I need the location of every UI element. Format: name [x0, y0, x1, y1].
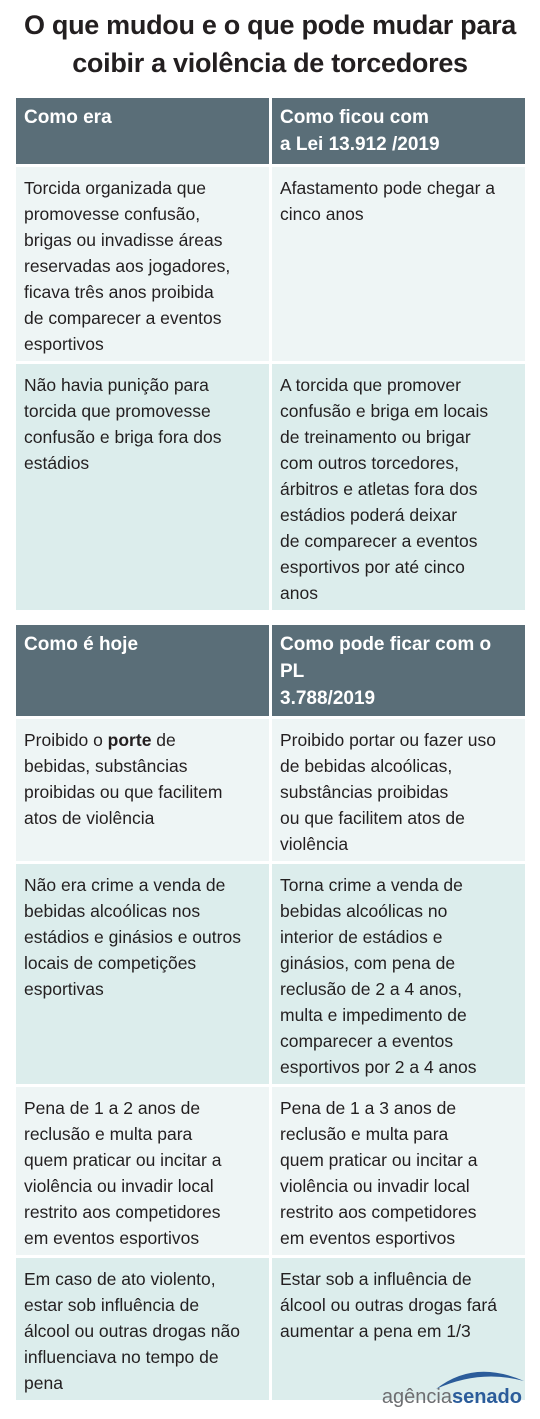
- logo-wordmark: [382, 1387, 522, 1407]
- cell-text: A torcida que promover confusão e briga em locais de treinamento ou brigar com outros torcedores, árbitros e atletas fora dos estádios poderá deixar de comparecer a eventos esportivos por até cinco anos: [280, 375, 489, 603]
- header-label: Como era: [24, 107, 112, 128]
- table-row: [16, 164, 525, 361]
- comparison-table-bill: [16, 625, 525, 1400]
- table-row: [16, 1084, 525, 1255]
- header-como-pode-ficar: [269, 625, 525, 716]
- logo-word-agencia: agência: [381, 1386, 452, 1408]
- cell-text: Em caso de ato violento, estar sob influência de álcool ou outras drogas não influenciava no tempo de pena: [24, 1269, 240, 1393]
- table-cell: [269, 164, 525, 361]
- table-row: [16, 861, 525, 1084]
- cell-text: Não havia punição para torcida que promovesse confusão e briga fora dos estádios: [24, 375, 222, 473]
- cell-text-part: de bebidas, substâncias proibidas ou que facilitem atos de violência: [24, 730, 223, 828]
- table-cell: [269, 861, 525, 1084]
- header-como-ficou: [269, 98, 525, 164]
- title-line-2: coibir a violência de torcedores: [72, 48, 468, 78]
- table-header-row: [16, 625, 525, 716]
- table-cell: [16, 861, 269, 1084]
- header-label: Como é hoje: [24, 634, 139, 655]
- cell-text: Pena de 1 a 2 anos de reclusão e multa para quem praticar ou incitar a violência ou invadir local restrito aos competidores em eventos esportivos: [24, 1098, 222, 1248]
- header-como-e-hoje: [16, 625, 269, 716]
- header-label: Como pode ficar com o PL 3.788/2019: [280, 634, 492, 709]
- table-cell: [16, 1084, 269, 1255]
- table-row: [16, 361, 525, 610]
- cell-text: Torcida organizada que promovesse confusão, brigas ou invadisse áreas reservadas aos jogadores, ficava três anos proibida de comparecer a eventos esportivos: [24, 178, 231, 354]
- cell-text-part: Proibido o: [24, 730, 108, 750]
- cell-text: Estar sob a influência de álcool ou outras drogas fará aumentar a pena em 1/3: [280, 1269, 497, 1341]
- table-cell: [16, 716, 269, 861]
- cell-text-bold: porte: [107, 730, 152, 750]
- header-como-era: [16, 98, 269, 164]
- agencia-senado-logo: [381, 1365, 526, 1413]
- cell-text: Proibido portar ou fazer uso de bebidas alcoólicas, substâncias proibidas ou que facilitem atos de violência: [280, 730, 496, 854]
- cell-text: Torna crime a venda de bebidas alcoólicas no interior de estádios e ginásios, com pena de reclusão de 2 a 4 anos, multa e impedimento de comparecer a eventos esportivos por 2 a 4 anos: [280, 875, 477, 1077]
- table-row: [16, 716, 525, 861]
- table-cell: [16, 164, 269, 361]
- table-cell: [269, 1084, 525, 1255]
- table-header-row: [16, 98, 525, 164]
- page-title: [0, 6, 540, 82]
- table-cell: [16, 361, 269, 610]
- cell-text: Não era crime a venda de bebidas alcoólicas nos estádios e ginásios e outros locais de competições esportivas: [24, 875, 241, 999]
- table-cell: [269, 716, 525, 861]
- logo-word-senado: senado: [451, 1386, 522, 1408]
- cell-text: Pena de 1 a 3 anos de reclusão e multa para quem praticar ou incitar a violência ou invadir local restrito aos competidores em eventos esportivos: [280, 1098, 478, 1248]
- table-cell: [269, 361, 525, 610]
- header-label: Como ficou com a Lei 13.912 /2019: [280, 107, 440, 155]
- table-cell: [16, 1255, 269, 1400]
- comparison-table-law: [16, 98, 525, 610]
- title-line-1: O que mudou e o que pode mudar para: [23, 10, 517, 40]
- cell-text: [24, 730, 222, 828]
- cell-text: Afastamento pode chegar a cinco anos: [280, 178, 496, 224]
